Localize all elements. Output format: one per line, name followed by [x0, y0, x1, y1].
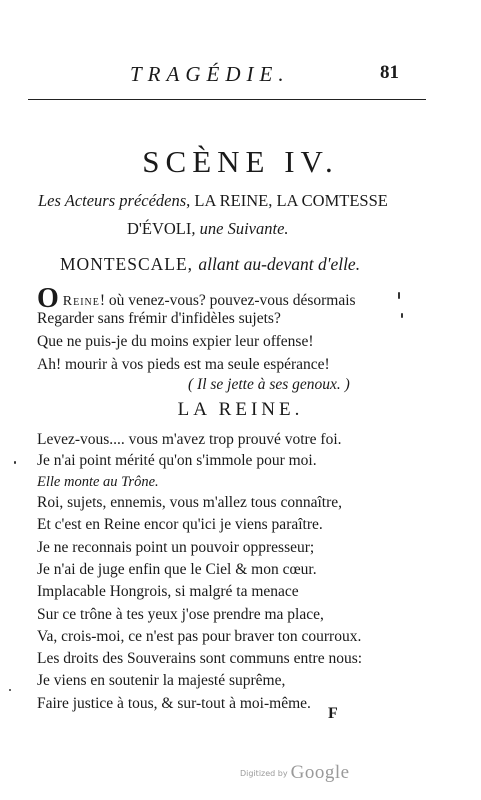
digitized-by-google-watermark — [240, 762, 350, 784]
speaker-montescale — [60, 254, 360, 275]
verse-line: Je n'ai point mérité qu'on s'immole pour moi. — [37, 452, 317, 469]
scan-speck — [398, 292, 400, 299]
verse-line: Va, crois-moi, ce n'est pas pour braver ton courroux. — [37, 628, 362, 645]
speaker-name: MONTESCALE, — [60, 254, 194, 274]
running-title: TRAGÉDIE. — [130, 62, 290, 86]
verse-line: Faire justice à tous, & sur-tout à moi-même. — [37, 695, 311, 712]
verse-line — [37, 285, 356, 313]
verse-line: Levez-vous.... vous m'avez trop prouvé votre foi. — [37, 431, 342, 448]
verse-line: Je ne reconnais point un pouvoir oppresseur; — [37, 539, 315, 556]
cast-attendant: , une Suivante. — [191, 219, 289, 238]
verse-line: Et c'est en Reine encor qu'ici je viens paraître. — [37, 516, 323, 533]
watermark-prefix: Digitized by — [240, 769, 288, 778]
drop-capital: O — [37, 283, 59, 314]
verse-line: Ah! mourir à vos pieds est ma seule espérance! — [37, 356, 330, 373]
cast-queen-countess: , LA REINE, LA COMTESSE — [186, 191, 388, 210]
first-word: Reine — [62, 294, 100, 309]
google-logo: Google — [290, 762, 350, 783]
cast-list-line-1 — [38, 191, 388, 211]
verse-line: Je n'ai de juge enfin que le Ciel & mon cœur. — [37, 561, 317, 578]
scan-speck — [14, 461, 16, 464]
signature-mark: F — [328, 705, 338, 722]
verse-line: Sur ce trône à tes yeux j'ose prendre ma place, — [37, 606, 324, 623]
header-rule — [28, 99, 426, 100]
verse-text: ! où venez-vous? pouvez-vous désormais — [99, 292, 356, 309]
speaker-la-reine: LA REINE. — [177, 399, 304, 420]
cast-list-line-2 — [127, 219, 289, 239]
scan-speck — [9, 689, 11, 691]
cast-evoli: D'ÉVOLI — [127, 219, 192, 238]
verse-line: Implacable Hongrois, si malgré ta menace — [37, 583, 299, 600]
page-number: 81 — [380, 62, 399, 83]
scan-speck — [401, 313, 403, 318]
scene-title: SCÈNE IV. — [142, 144, 339, 179]
verse-line: Regarder sans frémir d'infidèles sujets? — [37, 310, 281, 327]
stage-direction: ( Il se jette à ses genoux. ) — [188, 376, 350, 393]
cast-previous-actors: Les Acteurs précédens — [38, 191, 187, 210]
verse-line: Je viens en soutenir la majesté suprême, — [37, 672, 286, 689]
verse-line: Les droits des Souverains sont communs entre nous: — [37, 650, 363, 667]
speaker-direction: allant au-devant d'elle. — [198, 254, 361, 274]
verse-line: Roi, sujets, ennemis, vous m'allez tous connaître, — [37, 494, 342, 511]
stage-direction: Elle monte au Trône. — [37, 474, 159, 490]
verse-line: Que ne puis-je du moins expier leur offense! — [37, 333, 314, 350]
